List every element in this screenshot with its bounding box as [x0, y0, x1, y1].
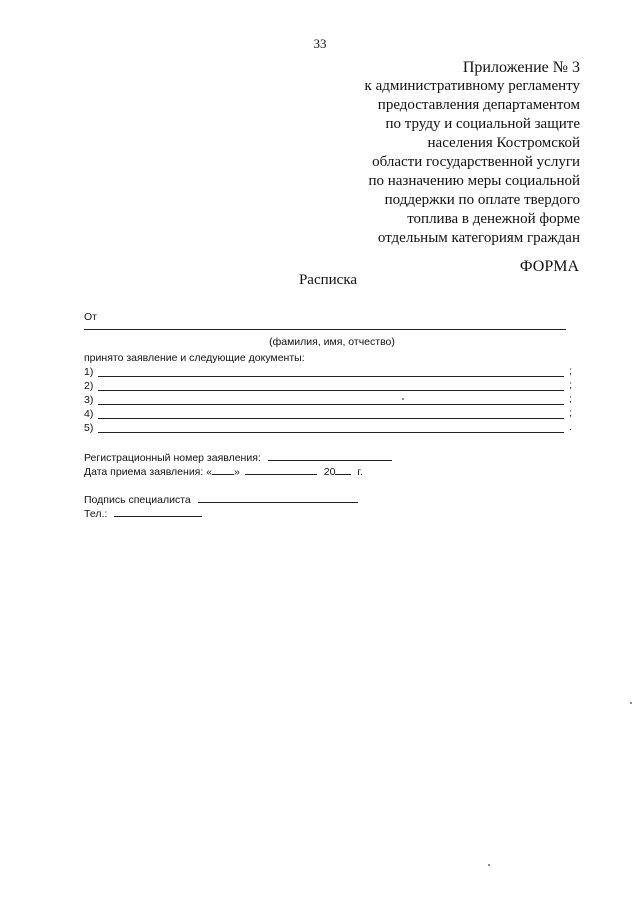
- fio-blank-line: [84, 329, 566, 330]
- signature-label: Подпись специалиста: [84, 494, 191, 506]
- tel-blank: [114, 506, 202, 517]
- document-item-punct: ;: [569, 379, 572, 391]
- application-date-row: [84, 464, 363, 478]
- specialist-signature-row: [84, 492, 358, 506]
- registration-number-label: Регистрационный номер заявления:: [84, 452, 261, 464]
- scan-speck: [630, 702, 632, 704]
- document-item: [84, 422, 572, 436]
- document-item-number: 5): [84, 422, 94, 434]
- document-item-number: 4): [84, 408, 94, 420]
- annex-line: населения Костромской: [427, 135, 580, 151]
- date-label: Дата приема заявления: «: [84, 466, 213, 478]
- document-item-punct: ;: [569, 365, 572, 377]
- annex-line: области государственной услуги: [372, 154, 580, 170]
- from-label: От: [84, 311, 97, 323]
- registration-number-blank: [268, 450, 392, 461]
- signature-blank: [198, 492, 358, 503]
- document-item-number: 3): [84, 394, 94, 406]
- page-number: 33: [313, 36, 327, 51]
- registration-number-row: [84, 450, 392, 464]
- date-year-suffix: г.: [357, 466, 363, 478]
- annex-line: по труду и социальной защите: [385, 116, 580, 132]
- accepted-documents-label: принято заявление и следующие документы:: [84, 352, 305, 364]
- document-item-number: 2): [84, 380, 94, 392]
- document-item-punct: ;: [569, 407, 572, 419]
- document-item-punct: .: [569, 421, 572, 433]
- document-item-blank: [98, 376, 564, 377]
- date-close-quote: »: [234, 466, 240, 478]
- tel-label: Тел.:: [84, 508, 108, 520]
- document-item: [84, 380, 572, 394]
- document-item: [84, 408, 572, 422]
- date-month-blank: [245, 464, 317, 475]
- annex-line: к административному регламенту: [364, 78, 580, 94]
- document-item-blank: [98, 390, 564, 391]
- date-year-prefix: 20: [323, 466, 336, 478]
- annex-line: отдельным категориям граждан: [377, 230, 580, 246]
- document-item-blank: [98, 432, 564, 433]
- document-item-blank: [98, 418, 564, 419]
- scan-speck: [402, 398, 404, 400]
- document-item: [84, 366, 572, 380]
- document-item-blank: [98, 404, 564, 405]
- fio-caption: (фамилия, имя, отчество): [269, 336, 395, 348]
- annex-line: предоставления департаментом: [377, 97, 580, 113]
- annex-line: поддержки по оплате твердого: [384, 192, 580, 208]
- annex-line: топлива в денежной форме: [407, 211, 580, 227]
- document-item-number: 1): [84, 366, 94, 378]
- telephone-row: [84, 506, 202, 520]
- form-label: ФОРМА: [519, 258, 579, 275]
- date-year-blank: [335, 464, 351, 475]
- annex-line: Приложение № 3: [462, 59, 580, 76]
- document-title: Расписка: [298, 272, 358, 288]
- document-item: [84, 394, 572, 408]
- annex-header: [300, 58, 580, 248]
- annex-line: по назначению меры социальной: [368, 173, 580, 189]
- document-item-punct: ;: [569, 393, 572, 405]
- date-day-blank: [212, 464, 234, 475]
- scan-speck: [488, 864, 490, 866]
